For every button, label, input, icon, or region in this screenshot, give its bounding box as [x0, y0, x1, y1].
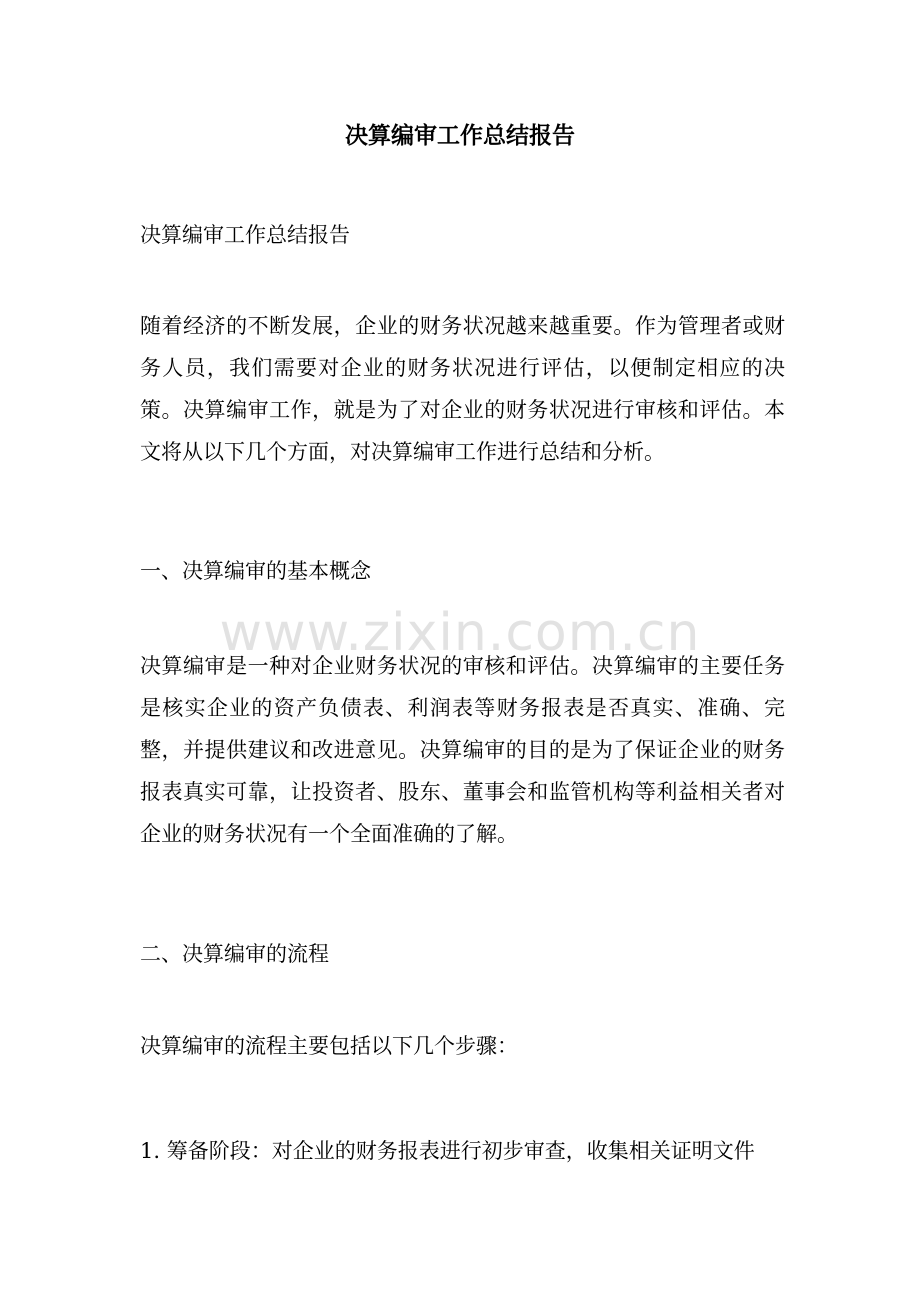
section2-intro: 决算编审的流程主要包括以下几个步骤：	[140, 1034, 518, 1058]
watermark: www.zixin.com.cn	[219, 603, 701, 663]
document-subtitle: 决算编审工作总结报告	[140, 223, 350, 247]
intro-paragraph: 随着经济的不断发展，企业的财务状况越来越重要。作为管理者或财务人员，我们需要对企业的财务状况进行评估，以便制定相应的决策。决算编审工作，就是为了对企业的财务状况进行审核和评估。本文将从以下几个方面，对决算编审工作进行总结和分析。	[140, 314, 785, 464]
section2-heading: 二、决算编审的流程	[140, 942, 329, 966]
document-title: 决算编审工作总结报告	[345, 122, 575, 149]
step1-item: 1. 筹备阶段：对企业的财务报表进行初步审查，收集相关证明文件	[140, 1139, 755, 1163]
section1-heading: 一、决算编审的基本概念	[140, 559, 371, 583]
section1-body: 决算编审是一种对企业财务状况的审核和评估。决算编审的主要任务是核实企业的资产负债表、利润表等财务报表是否真实、准确、完整，并提供建议和改进意见。决算编审的目的是为了保证企业的财务报表真实可靠，让投资者、股东、董事会和监管机构等利益相关者对企业的财务状况有一个全面准确的了解。	[140, 654, 785, 846]
